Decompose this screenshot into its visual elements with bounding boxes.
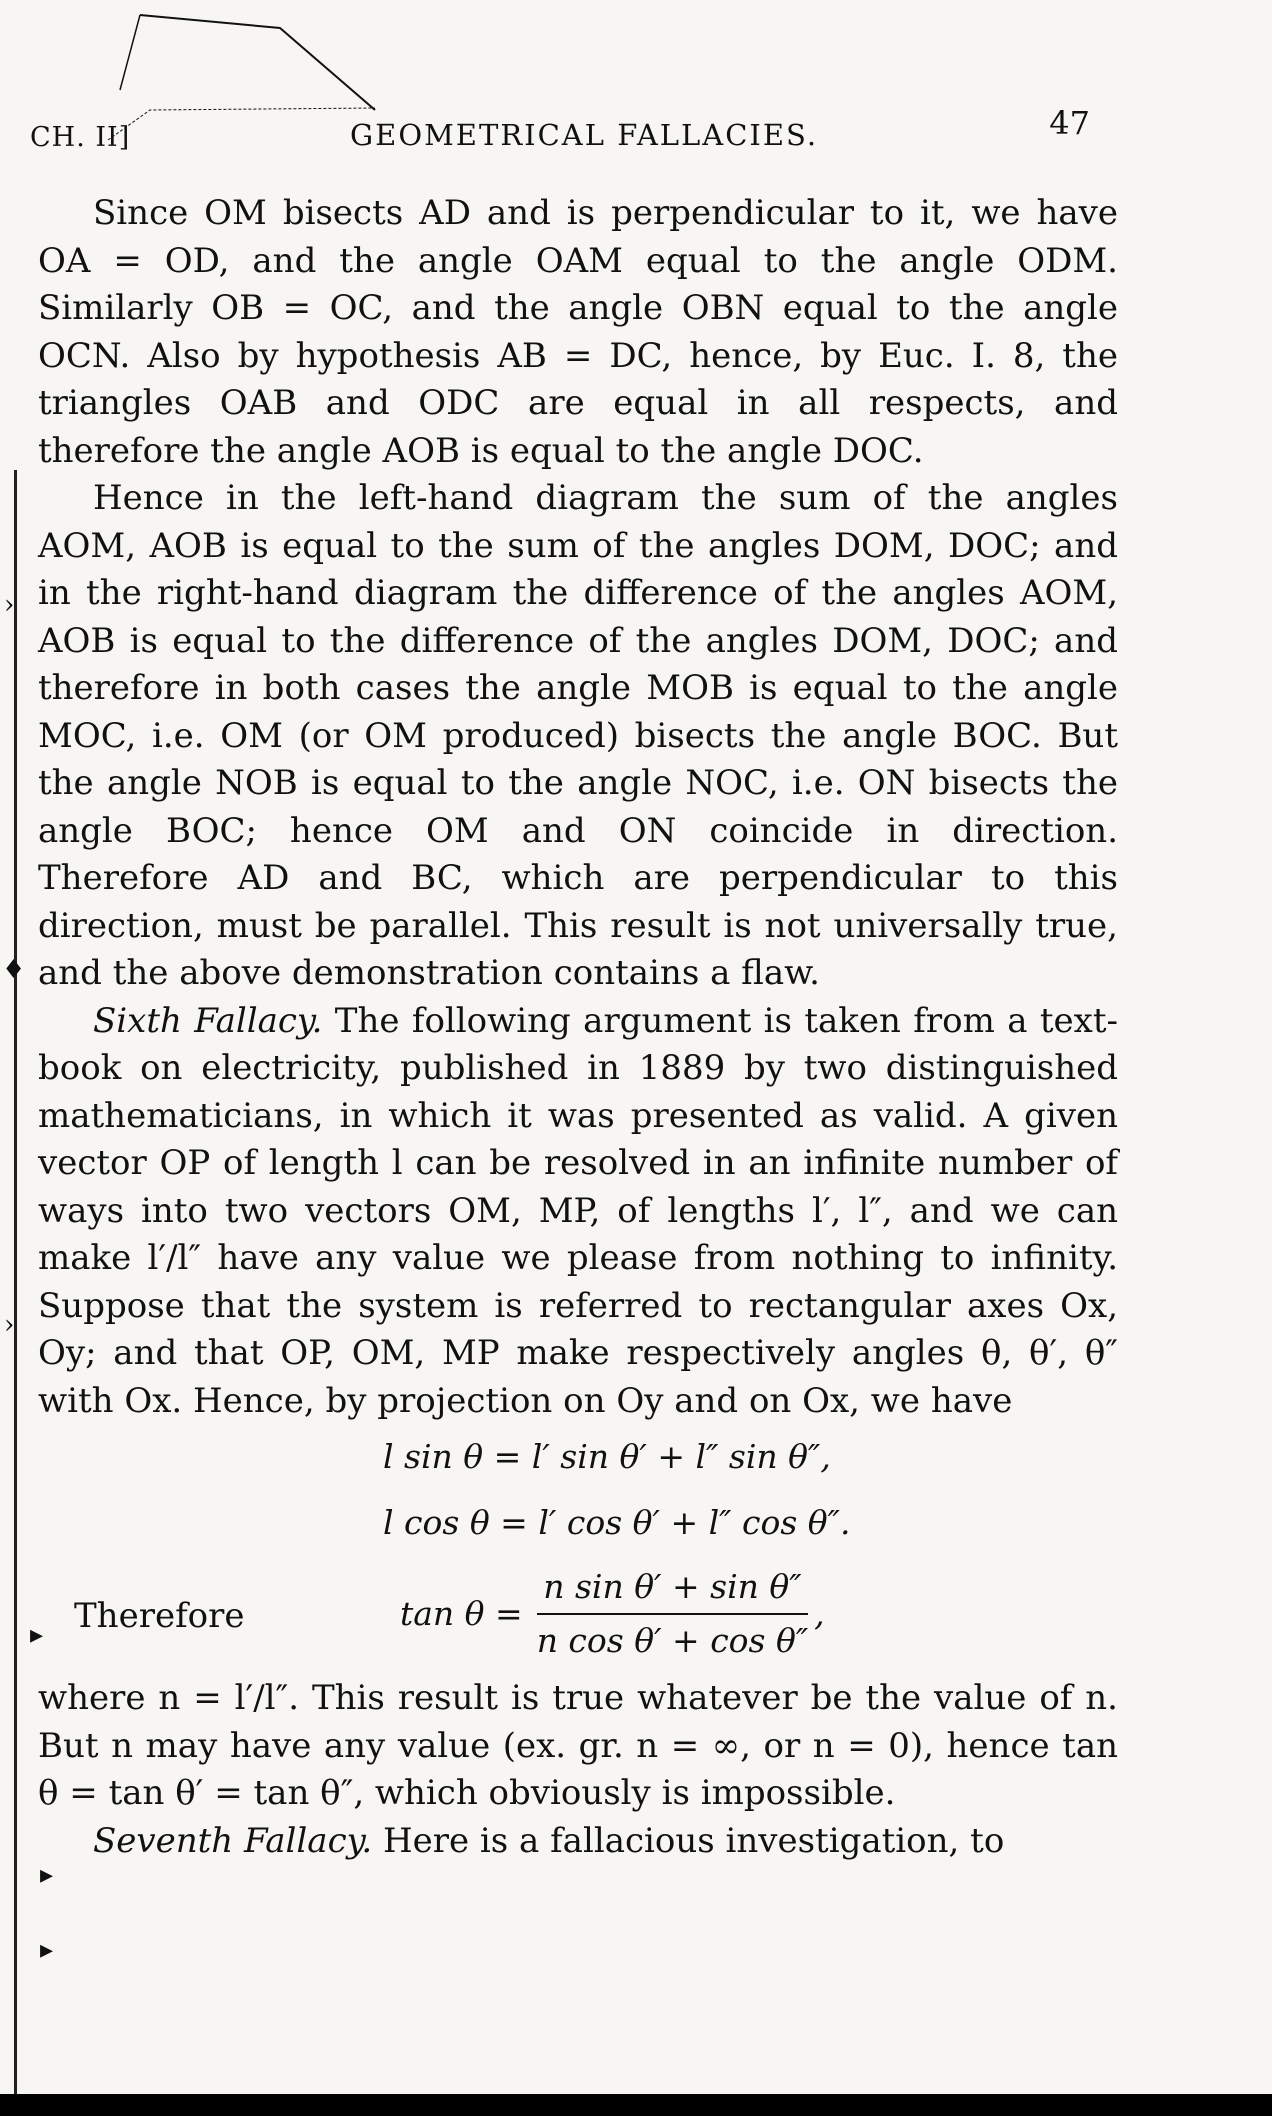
fraction-numerator: n sin θ′ + sin θ″: [537, 1563, 807, 1615]
margin-mark-icon: ›: [4, 1310, 15, 1340]
fraction-denominator: n cos θ′ + cos θ″: [536, 1620, 809, 1660]
equation-sine: l sin θ = l′ sin θ′ + l″ sin θ″,: [383, 1437, 831, 1476]
sixth-fallacy-label: Sixth Fallacy.: [93, 1000, 323, 1041]
page-header: [30, 104, 1090, 158]
chapter-label: CH. II]: [30, 122, 131, 153]
equation-cosine: l cos θ = l′ cos θ′ + l″ cos θ″.: [383, 1503, 851, 1542]
running-title: GEOMETRICAL FALLACIES.: [350, 118, 819, 152]
tangent-fraction: [531, 1563, 814, 1664]
paragraph-sixth-fallacy: [38, 998, 1118, 1426]
main-text: [38, 190, 1118, 1865]
margin-pencil-line: [14, 470, 17, 2110]
paragraph-2: Hence in the left-hand diagram the sum of the angles AOM, AOB is equal to the sum of the angles DOM, DOC; and in the right-hand diagram the difference of the angles AOM, AOB is equal to the difference of the angles DOM, DOC; and therefore in both cases the angle MOB is equal to the angle MOC, i.e. OM (or OM produced) bisects the angle BOC. But the angle NOB is equal to the angle NOC, i.e. ON bisects the angle BOC; hence OM and ON coincide in direction. Therefore AD and BC, which are perpendicular to this direction, must be parallel. This result is not universally true, and the above demonstration contains a flaw.: [38, 478, 1118, 993]
seventh-fallacy-label: Seventh Fallacy.: [93, 1820, 373, 1861]
margin-mark-icon: ♦: [2, 955, 26, 985]
tangent-lhs: tan θ =: [400, 1593, 523, 1633]
tangent-tail: ,: [814, 1593, 825, 1633]
margin-mark-icon: ›: [4, 590, 15, 620]
margin-mark-icon: ▸: [40, 1935, 54, 1965]
seventh-fallacy-text: Here is a fallacious investigation, to: [382, 1820, 1005, 1861]
paragraph-1: Since OM bisects AD and is perpendicular to it, we have OA = OD, and the angle OAM equal to the angle ODM. Similarly OB = OC, and the angle OBN equal to the angle OCN. Also by hypothesis AB = DC, hence, by Euc. I. 8, the triangles OAB and ODC are equal in all respects, and therefore the angle AOB is equal to the angle DOC.: [38, 193, 1118, 471]
equation-tangent-row: [38, 1563, 1118, 1663]
margin-mark-icon: ▸: [40, 1860, 54, 1890]
scan-edge: [0, 2094, 1272, 2116]
page-number: 47: [1049, 104, 1090, 142]
paragraph-4: where n = l′/l″. This result is true whatever be the value of n. But n may have any value (ex. gr. n = ∞, or n = 0), hence tan θ = tan θ′ = tan θ″, which obviously is impossible.: [38, 1678, 1118, 1813]
therefore-label: Therefore: [74, 1596, 245, 1636]
paragraph-seventh-fallacy: [38, 1818, 1118, 1866]
equation-block: [38, 1433, 1118, 1669]
sixth-fallacy-text: The following argument is taken from a text-book on electricity, published in 1889 by two distinguished mathematicians, in which it was presented as valid. A given vector OP of length l can be resolved in an infinite number of ways into two vectors OM, MP, of lengths l′, l″, and we can make l′/l″ have any value we please from nothing to infinity. Suppose that the system is referred to rectangular axes Ox, Oy; and that OP, OM, MP make respectively angles θ, θ′, θ″ with Ox. Hence, by projection on Oy and on Ox, we have: [38, 1000, 1119, 1421]
margin-mark-icon: ▸: [30, 1620, 44, 1650]
equation-tangent: [400, 1563, 825, 1664]
